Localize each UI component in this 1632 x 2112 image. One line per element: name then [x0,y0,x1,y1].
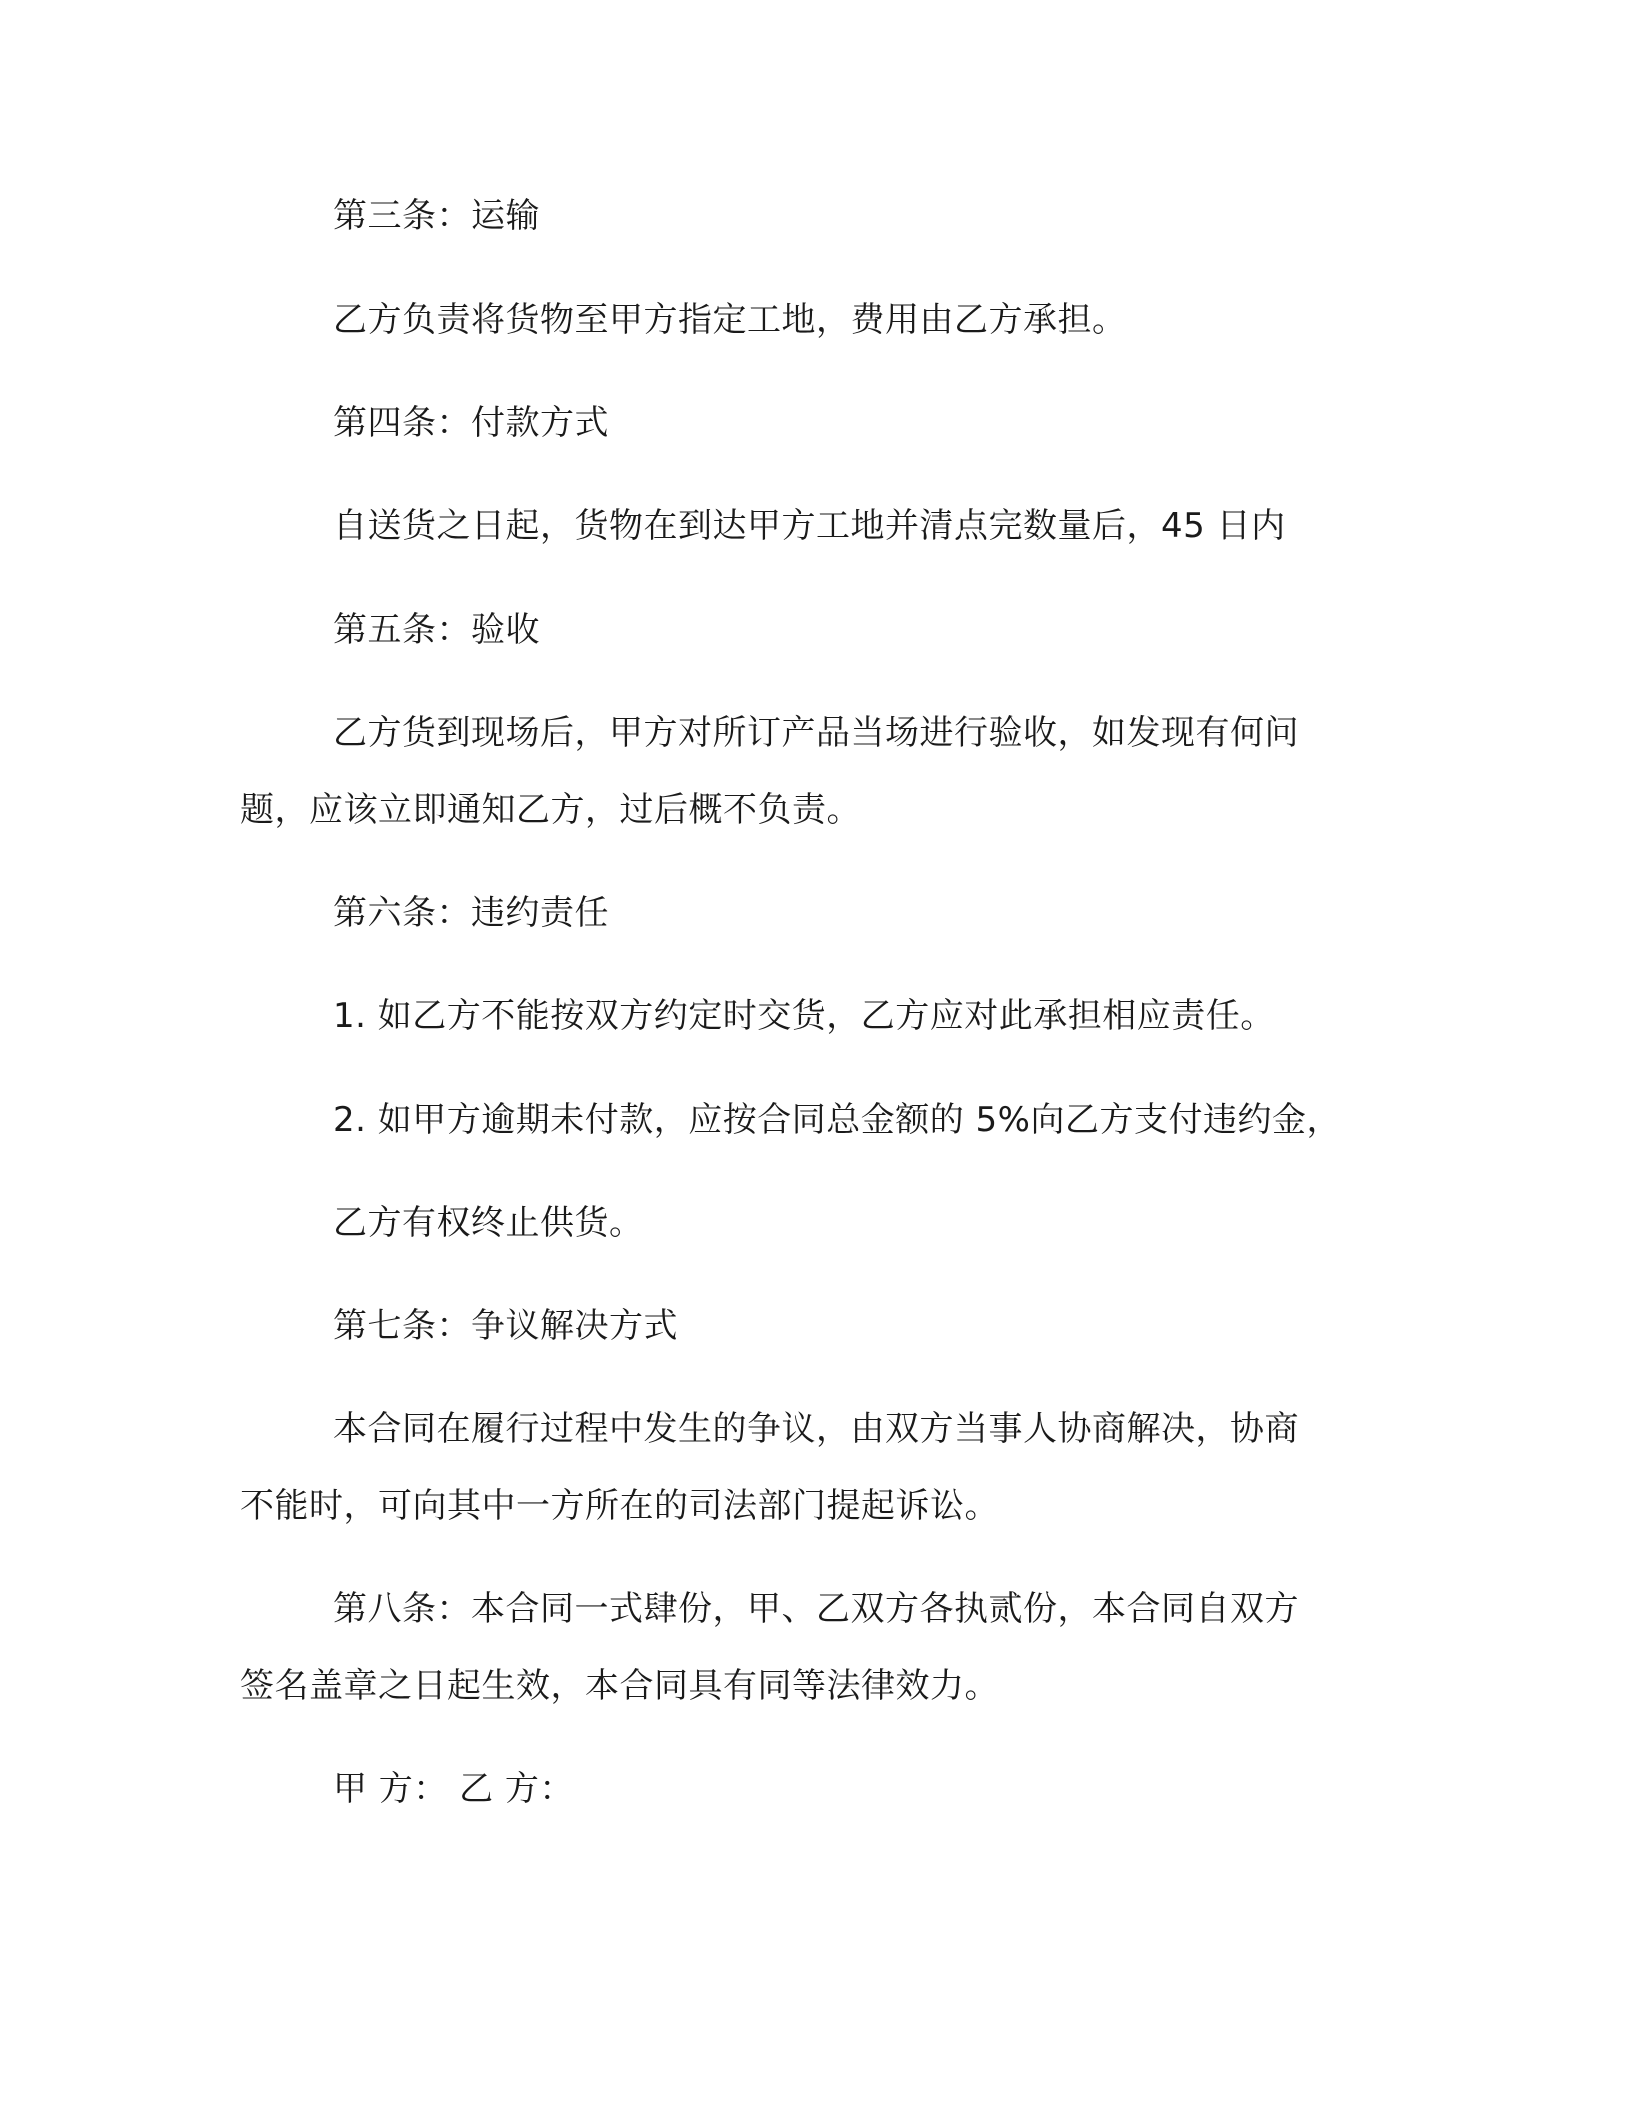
article-6-item-1: 1. 如乙方不能按双方约定时交货，乙方应对此承担相应责任。 [333,996,1275,1036]
article-7-text-line-1: 本合同在履行过程中发生的争议，由双方当事人协商解决，协商 [333,1409,1299,1449]
article-4-text: 自送货之日起，货物在到达甲方工地并清点完数量后，45 日内 [333,506,1286,546]
article-5-text-line-2: 题，应该立即通知乙方，过后概不负责。 [240,790,861,830]
article-4-heading: 第四条：付款方式 [333,403,609,443]
article-6-item-2: 2. 如甲方逾期未付款，应按合同总金额的 5%向乙方支付违约金， [333,1100,1341,1140]
signature-parties: 甲 方： 乙 方： [333,1769,574,1809]
article-3-text: 乙方负责将货物至甲方指定工地，费用由乙方承担。 [333,300,1127,340]
article-7-text-line-2: 不能时，可向其中一方所在的司法部门提起诉讼。 [240,1486,999,1526]
article-6-heading: 第六条：违约责任 [333,893,609,933]
article-8-text-line-1: 第八条：本合同一式肆份，甲、乙双方各执贰份，本合同自双方 [333,1589,1299,1629]
article-6-item-2-continued: 乙方有权终止供货。 [333,1203,644,1243]
article-7-heading: 第七条：争议解决方式 [333,1306,678,1346]
article-8-text-line-2: 签名盖章之日起生效，本合同具有同等法律效力。 [240,1666,999,1706]
article-5-text-line-1: 乙方货到现场后，甲方对所订产品当场进行验收，如发现有何问 [333,713,1299,753]
article-3-heading: 第三条：运输 [333,196,540,236]
article-5-heading: 第五条：验收 [333,610,540,650]
